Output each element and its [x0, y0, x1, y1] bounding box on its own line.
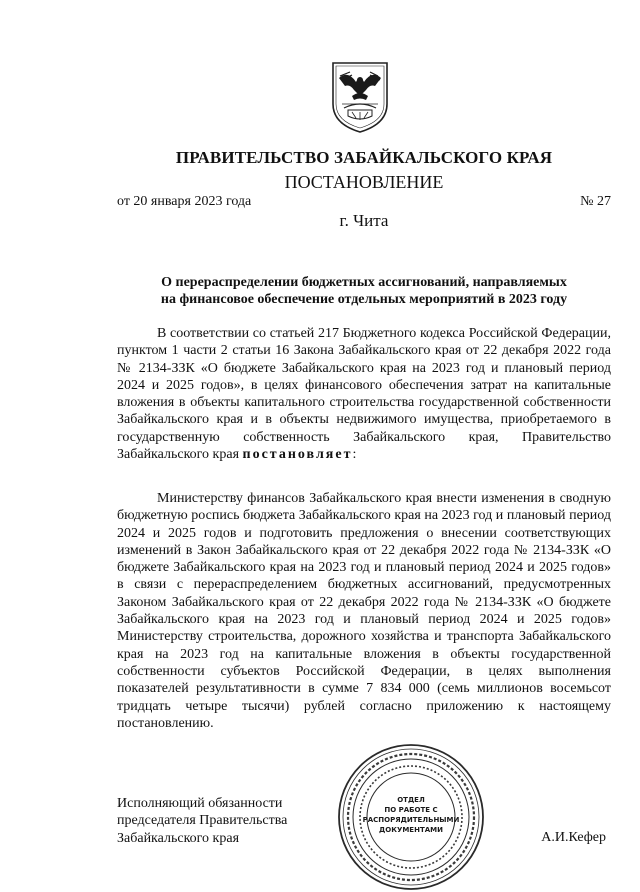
signer-name: А.И.Кефер — [541, 830, 606, 845]
body-paragraph-1 — [117, 325, 611, 463]
signer-line-3: Забайкальского края — [117, 830, 240, 846]
government-title: ПРАВИТЕЛЬСТВО ЗАБАЙКАЛЬСКОГО КРАЯ — [175, 148, 553, 167]
decree-subject — [117, 274, 611, 308]
subject-line-1: О перераспределении бюджетных ассигнований, направляемых — [161, 275, 567, 290]
signer-line-2: председателя Правительства — [117, 813, 288, 829]
para1-end: : — [352, 447, 357, 463]
coat-of-arms-emblem — [330, 60, 390, 134]
para1-text: В соответствии со статьей 217 Бюджетного кодекса Российской Федерации, пунктом 1 части 2 статьи 16 Закона Забайкальского края от 22 декабря 2022 года № 2134-ЗЗК «О бюджете Забайкальского края на 2023 год и плановый период 2024 и 2025 годов», в целях финансового обеспечения затрат на капитальные вложения в объекты капитального строительства государственной собственности Забайкальского края и в объекты недвижимого имущества, приобретаемого в государственную собственность Забайкальского края, Правительство Забайкальского края — [117, 326, 611, 463]
official-stamp — [336, 742, 486, 892]
document-type: ПОСТАНОВЛЕНИЕ — [284, 172, 444, 192]
stamp-inner-line-1: ОТДЕЛ — [397, 796, 425, 804]
decree-city: г. Чита — [339, 211, 389, 230]
stamp-inner-line-3: РАСПОРЯДИТЕЛЬНЫМИ — [362, 816, 460, 824]
para2-text: Министерству финансов Забайкальского края внести изменения в сводную бюджетную роспись бюджета Забайкальского края на 2023 год и плановый период 2024 и 2025 годов и подготовить предложения о внесении соответствующих изменений в Закон Забайкальского края от 22 декабря 2022 года № 2134-ЗЗК «О бюджете Забайкальского края на 2023 год и плановый период 2024 и 2025 годов» в связи с перераспределением бюджетных ассигнований, предусмотренных Законом Забайкальского края от 22 декабря 2022 года № 2134-ЗЗК «О бюджете Забайкальского края на 2023 год и плановый период 2024 и 2025 годов» Министерству строительства, дорожного хозяйства и транспорта Забайкальского края на 2023 год на капитальные вложения в объекты государственной собственности субъектов Российской Федерации, в целях выполнения показателей результативности в сумме 7 834 000 (семь миллионов восемьсот тридцать четыре тысячи) рублей согласно приложению к настоящему постановлению. — [117, 491, 611, 731]
body-paragraph-2 — [117, 490, 611, 732]
decree-date: от 20 января 2023 года — [117, 194, 252, 209]
stamp-inner-line-4: ДОКУМЕНТАМИ — [379, 826, 443, 834]
stamp-inner-line-2: ПО РАБОТЕ С — [384, 806, 438, 814]
signer-block — [117, 795, 287, 847]
decree-number: № 27 — [580, 194, 611, 209]
signer-line-1: Исполняющий обязанности — [117, 796, 283, 811]
resolves-keyword: постановляет — [242, 447, 353, 463]
subject-line-2: на финансовое обеспечение отдельных мероприятий в 2023 году — [160, 292, 568, 307]
